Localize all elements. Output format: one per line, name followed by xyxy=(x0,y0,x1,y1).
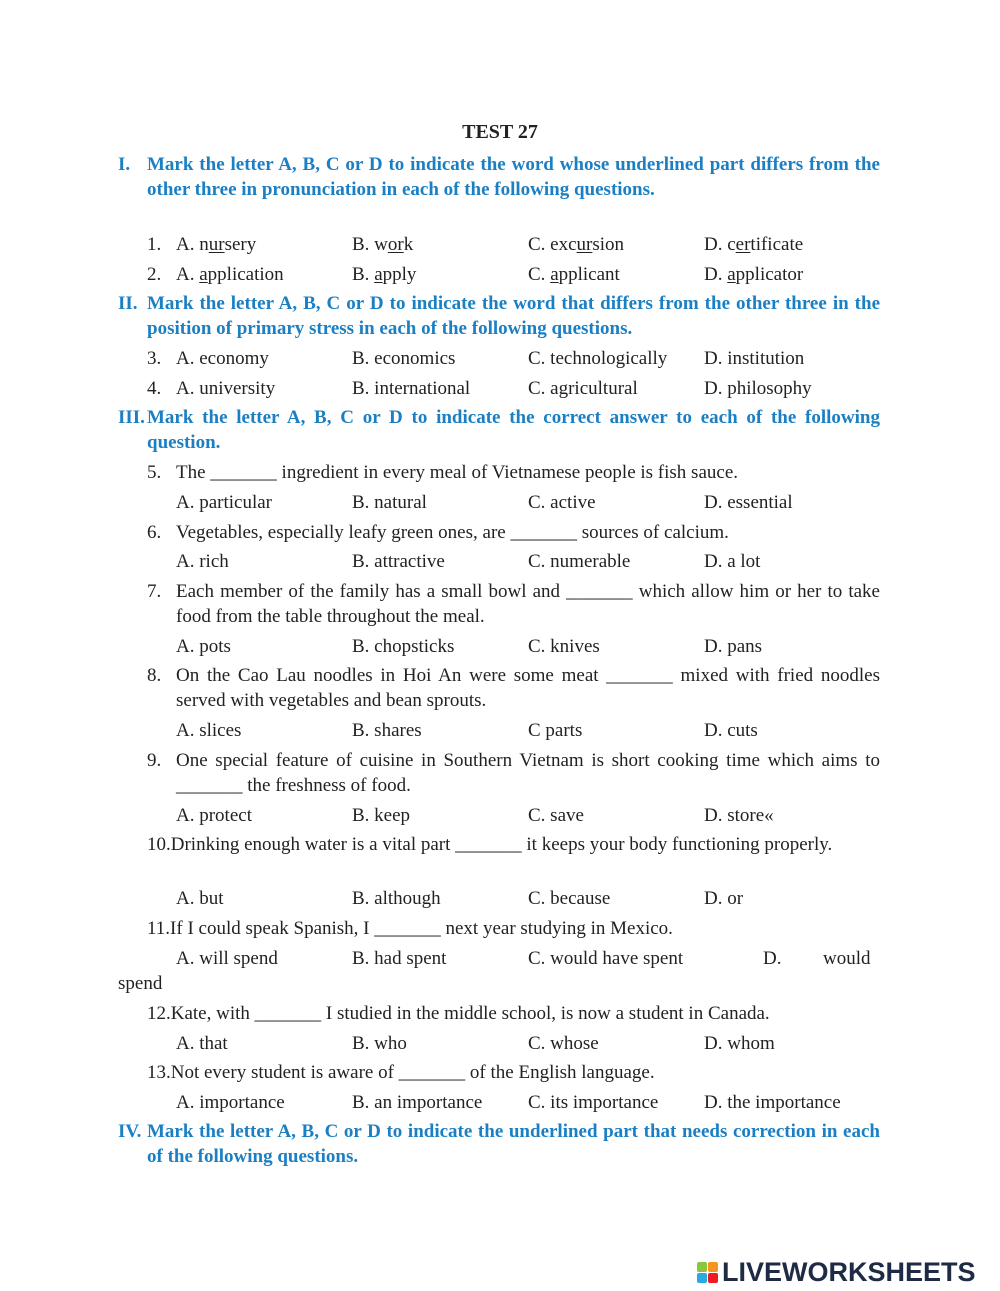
logo-icon xyxy=(697,1262,718,1283)
question-7 xyxy=(147,579,880,629)
option-b[interactable]: B. natural xyxy=(352,492,427,513)
option-a[interactable]: A. that xyxy=(176,1033,228,1054)
section-text: Mark the letter A, B, C or D to indicate the word that differs from the other three in the position of primary stress in each of the following questions. xyxy=(147,293,880,339)
option-b[interactable]: B. had spent xyxy=(352,948,447,969)
option-a[interactable]: A. application xyxy=(176,264,284,285)
question-number: 4. xyxy=(147,378,162,399)
option-d[interactable]: D. pans xyxy=(704,636,763,657)
option-b[interactable]: B. apply xyxy=(352,264,417,285)
option-d[interactable]: D. institution xyxy=(704,348,805,369)
option-c[interactable]: C. because xyxy=(528,888,611,909)
option-c[interactable]: C. technologically xyxy=(528,348,668,369)
option-a[interactable]: A. rich xyxy=(176,551,229,572)
section-number: IV. xyxy=(118,1121,142,1142)
question-text: Kate, with _______ I studied in the middle school, is now a student in Canada. xyxy=(170,1003,770,1024)
question-number: 3. xyxy=(147,348,162,369)
option-c[interactable]: C. excursion xyxy=(528,234,625,255)
question-number: 1. xyxy=(147,234,162,255)
question-text: If I could speak Spanish, I _______ next year studying in Mexico. xyxy=(170,918,673,939)
section-2-instruction xyxy=(118,291,880,341)
question-5 xyxy=(147,460,880,485)
section-number: III. xyxy=(118,407,145,428)
question-text: Not every student is aware of _______ of the English language. xyxy=(170,1062,655,1083)
option-d[interactable]: D. philosophy xyxy=(704,378,812,399)
question-number: 7. xyxy=(147,581,162,602)
option-a[interactable]: A. protect xyxy=(176,805,252,826)
question-number: 10. xyxy=(147,834,171,855)
question-number: 9. xyxy=(147,750,162,771)
section-text: Mark the letter A, B, C or D to indicate the correct answer to each of the following question. xyxy=(147,407,880,453)
option-d-letter[interactable]: D. xyxy=(763,948,782,969)
option-d[interactable]: D. a lot xyxy=(704,551,761,572)
option-b[interactable]: B. who xyxy=(352,1033,407,1054)
option-c[interactable]: C. active xyxy=(528,492,596,513)
section-number: II. xyxy=(118,293,138,314)
option-b[interactable]: B. chopsticks xyxy=(352,636,455,657)
option-d[interactable]: D. whom xyxy=(704,1033,775,1054)
logo-square-1 xyxy=(697,1262,707,1272)
option-b[interactable]: B. although xyxy=(352,888,441,909)
option-a[interactable]: A. but xyxy=(176,888,224,909)
option-c[interactable]: C. whose xyxy=(528,1033,599,1054)
question-9 xyxy=(147,748,880,798)
option-c[interactable]: C. applicant xyxy=(528,264,620,285)
option-b[interactable]: B. shares xyxy=(352,720,422,741)
option-c[interactable]: C. numerable xyxy=(528,551,631,572)
page-title: TEST 27 xyxy=(462,121,538,143)
option-d[interactable]: D. store« xyxy=(704,805,774,826)
question-10 xyxy=(118,832,880,857)
option-b[interactable]: B. international xyxy=(352,378,471,399)
liveworksheets-logo xyxy=(697,1257,976,1287)
question-text: Drinking enough water is a vital part _______ it keeps your body functioning properly. xyxy=(170,834,833,855)
option-b[interactable]: B. an importance xyxy=(352,1092,483,1113)
section-3-instruction xyxy=(118,405,880,455)
question-6 xyxy=(147,520,880,545)
option-b[interactable]: B. economics xyxy=(352,348,456,369)
question-number: 5. xyxy=(147,462,162,483)
question-number: 11. xyxy=(147,918,171,939)
question-text: One special feature of cuisine in Southern Vietnam is short cooking time which aims to _______ the freshness of food. xyxy=(176,750,880,796)
section-1-instruction xyxy=(118,152,880,202)
option-b[interactable]: B. work xyxy=(352,234,414,255)
option-d-word[interactable]: would xyxy=(823,948,871,969)
question-12 xyxy=(147,1001,880,1026)
option-a[interactable]: A. economy xyxy=(176,348,269,369)
logo-square-2 xyxy=(708,1262,718,1272)
question-text: The _______ ingredient in every meal of Vietnamese people is fish sauce. xyxy=(176,462,739,483)
option-a[interactable]: A. slices xyxy=(176,720,242,741)
option-b[interactable]: B. attractive xyxy=(352,551,445,572)
section-number: I. xyxy=(118,154,131,175)
question-text: On the Cao Lau noodles in Hoi An were some meat _______ mixed with fried noodles served with vegetables and bean sprouts. xyxy=(176,665,880,711)
section-text: Mark the letter A, B, C or D to indicate the word whose underlined part differs from the other three in pronunciation in each of the following questions. xyxy=(147,154,880,200)
logo-text: LIVEWORKSHEETS xyxy=(722,1256,976,1287)
question-8 xyxy=(147,663,880,713)
logo-square-3 xyxy=(697,1273,707,1283)
option-c[interactable]: C. would have spent xyxy=(528,948,684,969)
question-13 xyxy=(147,1060,880,1085)
question-11 xyxy=(118,916,880,941)
question-text: Each member of the family has a small bowl and _______ which allow him or her to take food from the table throughout the meal. xyxy=(176,581,880,627)
option-d[interactable]: D. applicator xyxy=(704,264,804,285)
option-d-continuation[interactable]: spend xyxy=(118,973,163,994)
option-c[interactable]: C parts xyxy=(528,720,583,741)
option-c[interactable]: C. knives xyxy=(528,636,600,657)
section-4-instruction xyxy=(118,1119,880,1169)
option-a[interactable]: A. particular xyxy=(176,492,273,513)
question-number: 12. xyxy=(147,1003,171,1024)
option-a[interactable]: A. university xyxy=(176,378,276,399)
option-c[interactable]: C. agricultural xyxy=(528,378,638,399)
option-d[interactable]: D. certificate xyxy=(704,234,804,255)
option-d[interactable]: D. essential xyxy=(704,492,793,513)
logo-square-4 xyxy=(708,1273,718,1283)
section-text: Mark the letter A, B, C or D to indicate the underlined part that needs correction in each of the following questions. xyxy=(147,1121,880,1167)
option-c[interactable]: C. its importance xyxy=(528,1092,659,1113)
option-b[interactable]: B. keep xyxy=(352,805,411,826)
option-a[interactable]: A. nursery xyxy=(176,234,257,255)
option-d[interactable]: D. the importance xyxy=(704,1092,841,1113)
question-number: 6. xyxy=(147,522,162,543)
question-number: 2. xyxy=(147,264,162,285)
question-text: Vegetables, especially leafy green ones, are _______ sources of calcium. xyxy=(176,522,729,543)
option-a[interactable]: A. will spend xyxy=(176,948,278,969)
option-a[interactable]: A. pots xyxy=(176,636,231,657)
option-c[interactable]: C. save xyxy=(528,805,584,826)
option-d[interactable]: D. cuts xyxy=(704,720,758,741)
question-number: 13. xyxy=(147,1062,171,1083)
option-a[interactable]: A. importance xyxy=(176,1092,285,1113)
question-number: 8. xyxy=(147,665,162,686)
option-d[interactable]: D. or xyxy=(704,888,744,909)
